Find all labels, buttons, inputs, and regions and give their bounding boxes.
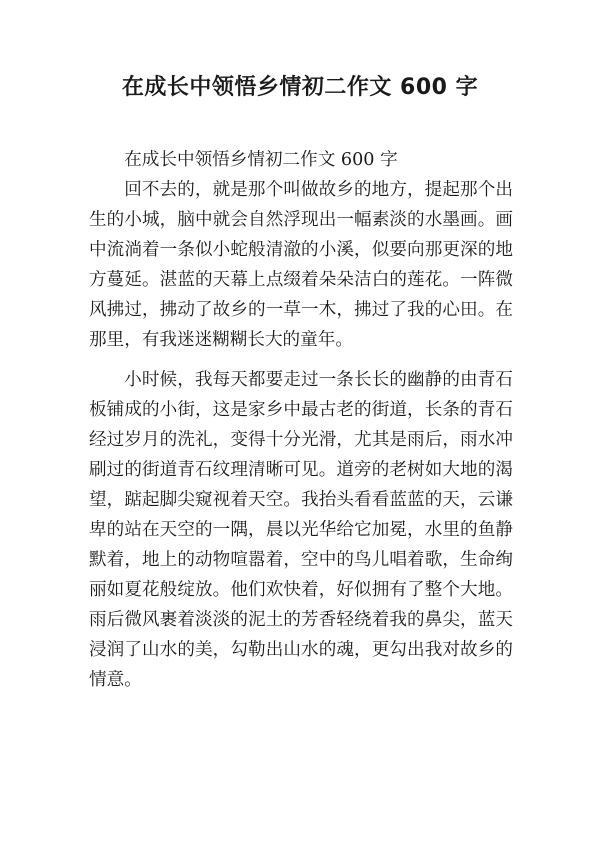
article-body (89, 145, 513, 695)
page-title: 在成长中领悟乡情初二作文 600 字 (121, 75, 479, 100)
paragraph-spacer (89, 355, 513, 365)
article-paragraph: 小时候，我每天都要走过一条长长的幽静的由青石板铺成的小街，这是家乡中最古老的街道，长条的青石经过岁月的洗礼，变得十分光滑，尤其是雨后，雨水冲刷过的街道青石纹理清晰可见。道旁的老树如大地的渴望，踮起脚尖窥视着天空。我抬头看看蓝蓝的天，云谦卑的站在天空的一隅，晨以光华给它加冕，水里的鱼静默着，地上的动物喧嚣着，空中的鸟儿唱着歌，生命绚丽如夏花般绽放。他们欢快着，好似拥有了整个大地。雨后微风裹着淡淡的泥土的芳香轻绕着我的鼻尖，蓝天浸润了山水的美，勾勒出山水的魂，更勾出我对故乡的情意。 (89, 370, 513, 690)
article-paragraph: 回不去的，就是那个叫做故乡的地方，提起那个出生的小城，脑中就会自然浮现出一幅素淡的水墨画。画中流淌着一条似小蛇般清澈的小溪，似要向那更深的地方蔓延。湛蓝的天幕上点缀着朵朵洁白的莲花。一阵微风拂过，拂动了故乡的一草一木，拂过了我的心田。在那里，有我迷迷糊糊长大的童年。 (89, 180, 513, 350)
article-subtitle: 在成长中领悟乡情初二作文 600 字 (124, 150, 398, 170)
